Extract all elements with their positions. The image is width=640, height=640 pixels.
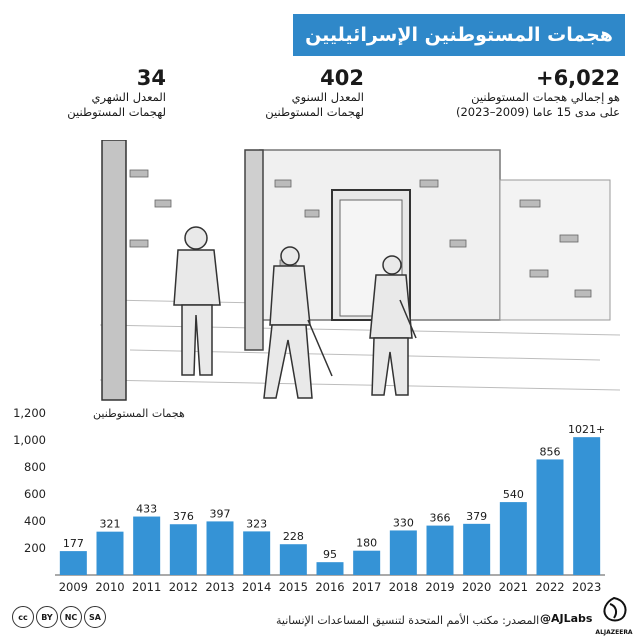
chart-title: هجمات المستوطنين الإسرائيليين <box>293 14 625 56</box>
cc-icon: cc <box>12 606 34 628</box>
bar-2015 <box>280 544 307 575</box>
value-label: 376 <box>172 510 194 524</box>
value-label: 330 <box>392 516 414 530</box>
stat-annual-line2: لهجمات المستوطنين <box>265 105 364 119</box>
x-tick-label: 2012 <box>168 580 198 594</box>
stat-monthly-line1: المعدل الشهري <box>91 90 166 104</box>
bar-2021 <box>500 502 527 575</box>
x-tick-label: 2015 <box>278 580 308 594</box>
value-label: 228 <box>282 530 304 544</box>
stat-monthly <box>67 66 166 120</box>
value-label: 856 <box>539 445 561 459</box>
bar-2014 <box>243 531 270 575</box>
x-tick-label: 2020 <box>462 580 492 594</box>
stat-annual-value: 402 <box>320 66 364 90</box>
bar-2011 <box>133 517 160 575</box>
value-label: 180 <box>356 536 378 550</box>
bar-chart <box>0 400 640 600</box>
x-tick-label: 2016 <box>315 580 345 594</box>
cc-license-badge <box>12 606 106 628</box>
bar-2023 <box>573 437 600 575</box>
x-tick-label: 2011 <box>132 580 162 594</box>
value-label: 540 <box>502 488 524 502</box>
x-tick-label: 2019 <box>425 580 455 594</box>
source-note: المصدر: مكتب الأمم المتحدة لتنسيق المساعدات الإنسانية <box>276 614 540 627</box>
bar-2016 <box>317 562 344 575</box>
aljazeera-wordmark: ALJAZEERA <box>595 629 633 636</box>
x-tick-label: 2013 <box>205 580 235 594</box>
y-tick-label: 1,200 <box>13 406 46 420</box>
value-label: 1021+ <box>568 423 606 437</box>
value-label: 366 <box>429 511 451 525</box>
value-label: 321 <box>99 517 121 531</box>
bar-2018 <box>390 530 417 575</box>
value-label: 323 <box>246 517 268 531</box>
stat-annual <box>265 66 364 120</box>
value-label: 95 <box>323 548 337 562</box>
aljazeera-logo <box>594 596 634 636</box>
x-tick-label: 2022 <box>535 580 565 594</box>
bar-2019 <box>427 526 454 575</box>
bar-2017 <box>353 551 380 575</box>
x-tick-label: 2009 <box>58 580 88 594</box>
stat-total-line2: على مدى 15 عاما (2009–2023) <box>455 105 620 119</box>
bar-2022 <box>537 459 564 575</box>
value-label: 379 <box>466 509 488 523</box>
bar-2020 <box>463 524 490 575</box>
value-label: 177 <box>62 537 84 551</box>
x-tick-label: 2010 <box>95 580 125 594</box>
y-tick-label: 600 <box>24 487 46 501</box>
x-axis <box>59 580 602 594</box>
stat-monthly-line2: لهجمات المستوطنين <box>67 105 166 119</box>
x-tick-label: 2021 <box>498 580 528 594</box>
x-tick-label: 2018 <box>388 580 418 594</box>
stat-total <box>456 66 620 120</box>
settlers-illustration <box>100 140 620 410</box>
stat-total-value: +6,022 <box>535 66 620 90</box>
y-tick-label: 1,000 <box>13 433 46 447</box>
bar-2009 <box>60 551 87 575</box>
y-axis <box>13 406 46 555</box>
value-label: 433 <box>136 502 158 516</box>
y-axis-title: هجمات المستوطنين <box>93 407 185 420</box>
stat-annual-line1: المعدل السنوي <box>291 90 364 104</box>
x-tick-label: 2014 <box>242 580 272 594</box>
y-tick-label: 800 <box>24 460 46 474</box>
stat-total-line1: هو إجمالي هجمات المستوطنين <box>471 90 620 104</box>
bar-2010 <box>97 532 124 575</box>
y-tick-label: 400 <box>24 514 46 528</box>
cc-nc-icon: NC <box>60 606 82 628</box>
x-tick-label: 2017 <box>352 580 382 594</box>
cc-sa-icon: SA <box>84 606 106 628</box>
x-tick-label: 2023 <box>572 580 602 594</box>
y-tick-label: 200 <box>24 541 46 555</box>
ajlabs-handle: @AJLabs <box>540 612 593 625</box>
aljazeera-emblem-icon <box>594 596 634 626</box>
stat-monthly-value: 34 <box>136 66 166 90</box>
value-label: 397 <box>209 507 231 521</box>
bar-2013 <box>207 521 234 575</box>
bar-2012 <box>170 524 197 575</box>
cc-by-icon: BY <box>36 606 58 628</box>
